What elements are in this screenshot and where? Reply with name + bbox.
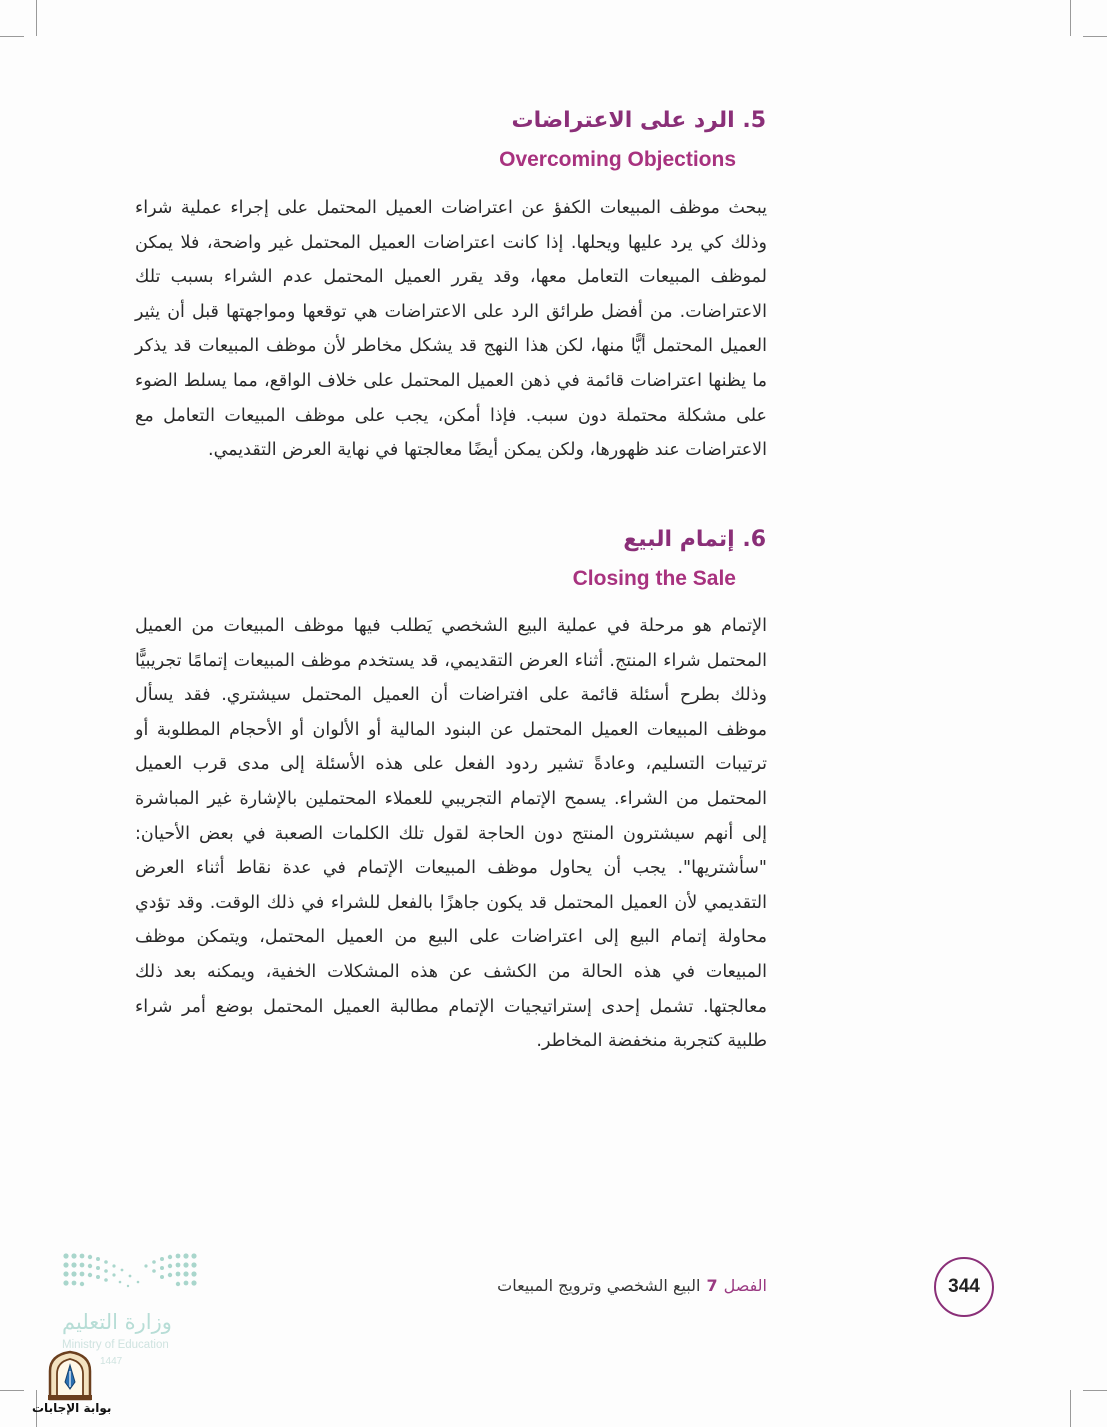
section-6-title: 6. إتمام البيع — [623, 527, 766, 552]
section-6-subtitle: Closing the Sale — [572, 567, 736, 590]
portal-name: بوابة الإجابات — [32, 1401, 112, 1415]
crop-mark — [1070, 1390, 1071, 1427]
crop-mark — [1083, 36, 1107, 37]
ministry-logo-dots-icon — [62, 1252, 198, 1298]
section-6-paragraph: الإتمام هو مرحلة في عملية البيع الشخصي يَطلب فيها موظف المبيعات من العميل المحتمل شراء المنتج. أثناء العرض التقديمي، قد يستخدم موظف المبيعات إتمامًا تجريبيًّا وذلك بطرح أسئلة قائمة على افتراضات أن العميل المحتمل سيشتري. فقد يسأل موظف المبيعات العميل المحتمل عن البنود المالية أو الألوان أو الأحجام المطلوبة أو ترتيبات التسليم، وعادةً تشير ردود الفعل على هذه الأسئلة إلى مدى قرب العميل المحتمل من الشراء. يسمح الإتمام التجريبي للعملاء المحتملين بالإشارة غير المباشرة إلى أنهم سيشترون المنتج دون الحاجة لقول تلك الكلمات الصعبة في بعض الأحيان: "سأشتريها". يجب أن يحاول موظف المبيعات الإتمام في عدة نقاط أثناء العرض التقديمي لأن العميل المحتمل قد يكون جاهزًا بالفعل للشراء في ذلك الوقت. وقد تؤدي محاولة إتمام البيع إلى اعتراضات على البيع من العميل المحتمل، ويتمكن موظف المبيعات في هذه الحالة من الكشف عن هذه المشكلات الخفية، ويمكنه بعد ذلك معالجتها. تشمل إحدى إستراتيجيات الإتمام مطالبة العميل المحتمل بوضع أمر شراء طلبية كتجربة منخفضة المخاطر. — [135, 616, 767, 1052]
crop-mark — [0, 1390, 24, 1391]
crop-mark — [0, 36, 24, 37]
footer-chapter — [497, 1276, 767, 1295]
portal-logo-icon — [44, 1349, 96, 1401]
chapter-label: الفصل — [723, 1276, 767, 1295]
ministry-name-arabic: وزارة التعليم — [62, 1310, 172, 1334]
section-5-title: 5. الرد على الاعتراضات — [511, 108, 766, 133]
section-5-paragraph: يبحث موظف المبيعات الكفؤ عن اعتراضات العميل المحتمل على إجراء عملية شراء وذلك كي يرد عليها ويحلها. إذا كانت اعتراضات العميل المحتمل غير واضحة، فلا يمكن لموظف المبيعات التعامل معها، وقد يقرر العميل المحتمل عدم الشراء بسبب تلك الاعتراضات. من أفضل طرائق الرد على الاعتراضات هي توقعها ومواجهتها قبل أن يثير العميل المحتمل أيًّا منها، لكن هذا النهج قد يشكل مخاطر لأن موظف المبيعات قد يذكر ما يظنها اعتراضات قائمة في ذهن العميل المحتمل على خلاف الواقع، مما يسلط الضوء على مشكلة محتملة دون سبب. فإذا أمكن، يجب على موظف المبيعات التعامل مع الاعتراضات عند ظهورها، ولكن يمكن أيضًا معالجتها في نهاية العرض التقديمي. — [135, 198, 767, 461]
crop-mark — [1070, 0, 1071, 36]
ministry-name-english: Ministry of Education — [62, 1339, 169, 1351]
ministry-year: 1447 — [100, 1356, 123, 1367]
crop-mark — [1083, 1390, 1107, 1391]
section-5-subtitle: Overcoming Objections — [499, 148, 736, 171]
crop-mark — [36, 0, 37, 36]
chapter-title: البيع الشخصي وترويج المبيعات — [497, 1276, 701, 1295]
chapter-number: 7 — [706, 1276, 718, 1295]
page-number: 344 — [934, 1257, 994, 1317]
